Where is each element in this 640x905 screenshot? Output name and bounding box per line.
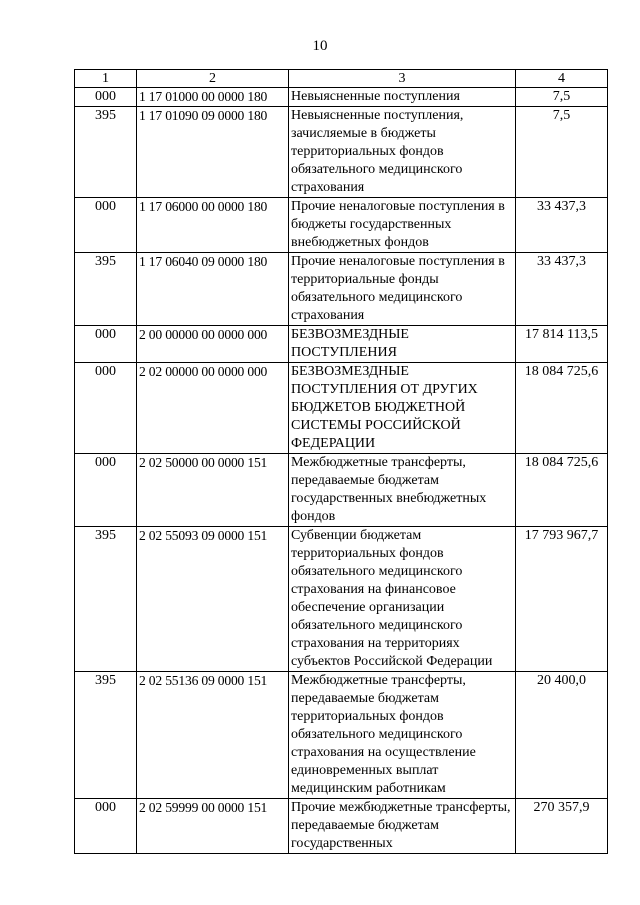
budget-code-cell: 2 00 00000 00 0000 000: [137, 326, 289, 363]
table-row: [75, 88, 608, 107]
revenue-name-cell: Прочие неналоговые поступления в территориальные фонды обязательного медицинского страхования: [289, 253, 516, 326]
revenue-name-cell: Субвенции бюджетам территориальных фондов обязательного медицинского страхования на финансовое обеспечение организации обязательного медицинского страхования на территориях субъектов Российской Федерации: [289, 527, 516, 672]
amount-cell: 17 793 967,7: [516, 527, 608, 672]
revenue-name-cell: Межбюджетные трансферты, передаваемые бюджетам территориальных фондов обязательного медицинского страхования на осуществление единовременных выплат медицинским работникам: [289, 672, 516, 799]
revenue-name-cell: БЕЗВОЗМЕЗДНЫЕ ПОСТУПЛЕНИЯ: [289, 326, 516, 363]
revenue-name-cell: Невыясненные поступления, зачисляемые в бюджеты территориальных фондов обязательного медицинского страхования: [289, 107, 516, 198]
table-row: [75, 672, 608, 799]
admin-code-cell: 000: [75, 363, 137, 454]
amount-cell: 7,5: [516, 88, 608, 107]
budget-code-cell: 1 17 01090 09 0000 180: [137, 107, 289, 198]
page-number: 10: [312, 38, 328, 54]
amount-cell: 18 084 725,6: [516, 363, 608, 454]
budget-code-cell: 2 02 50000 00 0000 151: [137, 454, 289, 527]
amount-cell: 7,5: [516, 107, 608, 198]
revenue-name-cell: Прочие межбюджетные трансферты, передаваемые бюджетам государственных: [289, 799, 516, 854]
admin-code-cell: 000: [75, 326, 137, 363]
admin-code-cell: 395: [75, 107, 137, 198]
amount-cell: 17 814 113,5: [516, 326, 608, 363]
column-header: 1: [75, 70, 137, 88]
amount-cell: 20 400,0: [516, 672, 608, 799]
amount-cell: 18 084 725,6: [516, 454, 608, 527]
table-row: [75, 454, 608, 527]
table-header-row: [75, 70, 608, 88]
admin-code-cell: 000: [75, 88, 137, 107]
revenue-name-cell: Межбюджетные трансферты, передаваемые бюджетам государственных внебюджетных фондов: [289, 454, 516, 527]
budget-code-cell: 1 17 01000 00 0000 180: [137, 88, 289, 107]
table-row: [75, 253, 608, 326]
table-row: [75, 198, 608, 253]
budget-code-cell: 2 02 00000 00 0000 000: [137, 363, 289, 454]
table-row: [75, 799, 608, 854]
amount-cell: 33 437,3: [516, 198, 608, 253]
admin-code-cell: 395: [75, 253, 137, 326]
revenue-name-cell: Невыясненные поступления: [289, 88, 516, 107]
budget-code-cell: 2 02 55136 09 0000 151: [137, 672, 289, 799]
amount-cell: 33 437,3: [516, 253, 608, 326]
table-row: [75, 326, 608, 363]
amount-cell: 270 357,9: [516, 799, 608, 854]
revenue-table: [74, 69, 608, 854]
budget-code-cell: 2 02 59999 00 0000 151: [137, 799, 289, 854]
admin-code-cell: 395: [75, 527, 137, 672]
revenue-name-cell: Прочие неналоговые поступления в бюджеты государственных внебюджетных фондов: [289, 198, 516, 253]
column-header: 3: [289, 70, 516, 88]
budget-code-cell: 2 02 55093 09 0000 151: [137, 527, 289, 672]
budget-code-cell: 1 17 06040 09 0000 180: [137, 253, 289, 326]
admin-code-cell: 000: [75, 454, 137, 527]
column-header: 2: [137, 70, 289, 88]
budget-code-cell: 1 17 06000 00 0000 180: [137, 198, 289, 253]
admin-code-cell: 000: [75, 198, 137, 253]
table-row: [75, 107, 608, 198]
table-row: [75, 363, 608, 454]
admin-code-cell: 395: [75, 672, 137, 799]
admin-code-cell: 000: [75, 799, 137, 854]
revenue-name-cell: БЕЗВОЗМЕЗДНЫЕ ПОСТУПЛЕНИЯ ОТ ДРУГИХ БЮДЖЕТОВ БЮДЖЕТНОЙ СИСТЕМЫ РОССИЙСКОЙ ФЕДЕРАЦИИ: [289, 363, 516, 454]
column-header: 4: [516, 70, 608, 88]
table-row: [75, 527, 608, 672]
